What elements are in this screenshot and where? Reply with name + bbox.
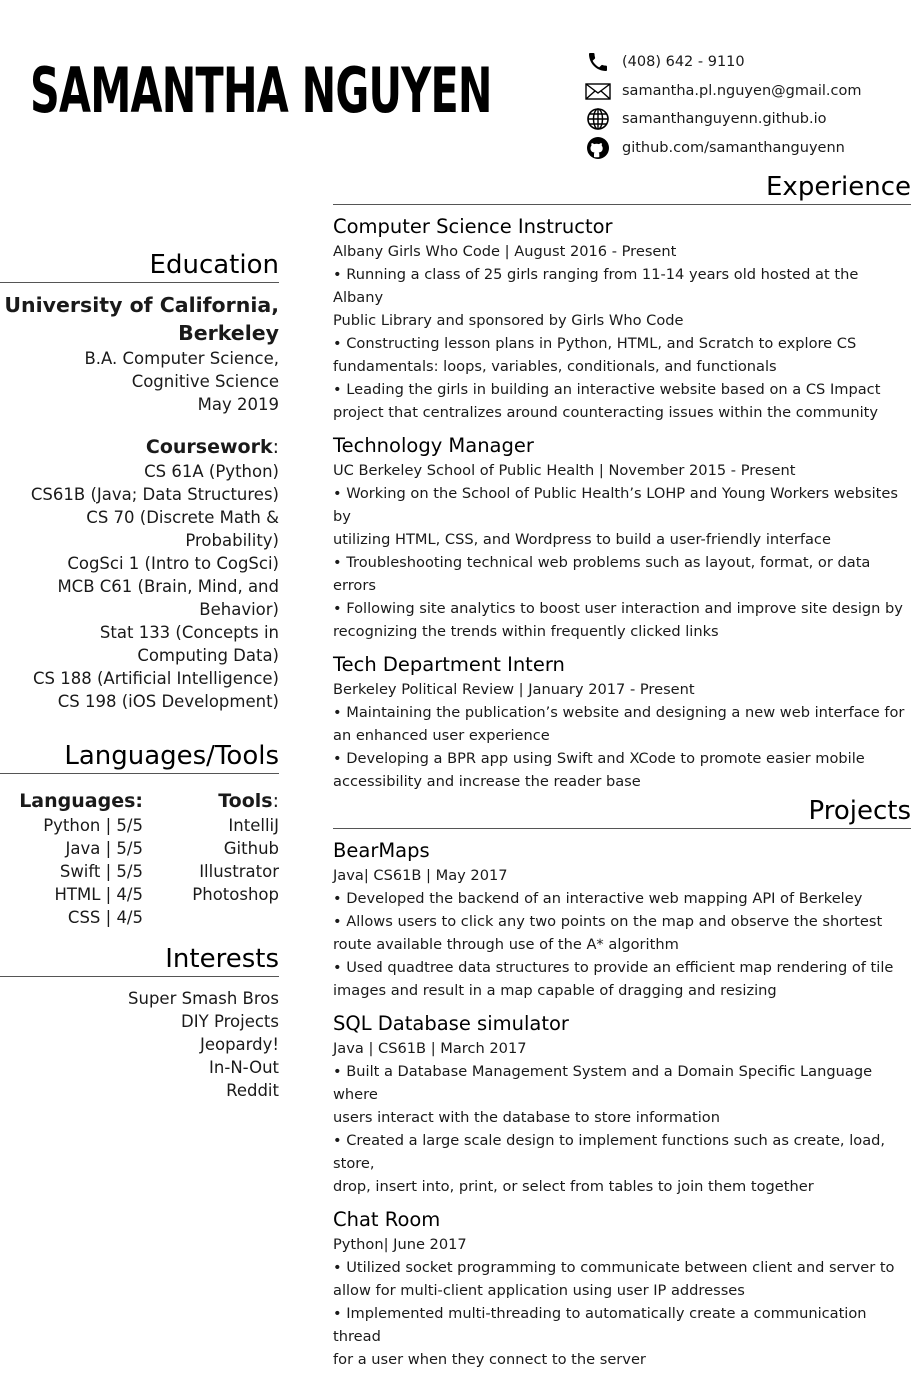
job-line: • Working on the School of Public Health’s LOHP and Young Workers websites by [333, 485, 898, 525]
course-item: Computing Data) [137, 646, 279, 665]
github-link[interactable]: github.com/samanthanguyenn [622, 139, 845, 156]
left-column [0, 250, 279, 1102]
tool-item: Photoshop [192, 885, 279, 904]
course-item: CS 61A (Python) [144, 462, 279, 481]
project-line: drop, insert into, print, or select from tables to join them together [333, 1178, 814, 1195]
project-line: • Utilized socket programming to communicate between client and server to [333, 1259, 895, 1276]
coursework-label: Coursework [145, 436, 273, 458]
project-line: users interact with the database to store information [333, 1109, 720, 1126]
job-line: an enhanced user experience [333, 727, 550, 744]
experience-entry [333, 433, 911, 643]
experience-heading: Experience [333, 172, 911, 205]
job-line: • Following site analytics to boost user interaction and improve site design by [333, 600, 903, 617]
course-item: CS 188 (Artificial Intelligence) [33, 669, 279, 688]
job-line: • Developing a BPR app using Swift and XCode to promote easier mobile [333, 750, 865, 767]
phone-icon [584, 50, 612, 74]
school-name [0, 291, 279, 347]
project-line: • Developed the backend of an interactive web mapping API of Berkeley [333, 890, 863, 907]
job-line: • Maintaining the publication’s website and designing a new web interface for [333, 704, 905, 721]
job-meta: Albany Girls Who Code | August 2016 - Present [333, 243, 677, 260]
languages-label: Languages: [19, 790, 143, 812]
course-item: MCB C61 (Brain, Mind, and [57, 577, 279, 596]
job-line: accessibility and increase the reader base [333, 773, 641, 790]
resume-name: SAMANTHA NGUYEN [30, 54, 492, 127]
project-line: • Implemented multi-threading to automatically create a communication thread [333, 1305, 867, 1345]
email-link[interactable]: samantha.pl.nguyen@gmail.com [622, 82, 862, 99]
coursework-list [0, 460, 279, 713]
contact-phone [584, 48, 861, 77]
project-line: allow for multi-client application using user IP addresses [333, 1282, 745, 1299]
interests-heading: Interests [0, 944, 279, 977]
contact-info [584, 48, 861, 162]
right-column [333, 172, 911, 1376]
course-item: Probability) [185, 531, 279, 550]
degree-line: Cognitive Science [131, 372, 279, 391]
job-title: Tech Department Intern [333, 653, 565, 676]
project-title: BearMaps [333, 839, 430, 862]
job-line: • Troubleshooting technical web problems such as layout, format, or data errors [333, 554, 871, 594]
job-line: Public Library and sponsored by Girls Who Code [333, 312, 684, 329]
school-line: Berkeley [178, 321, 279, 345]
job-line: project that centralizes around counteracting issues within the community [333, 404, 878, 421]
project-title: SQL Database simulator [333, 1012, 569, 1035]
project-entry [333, 838, 911, 1002]
project-line: for a user when they connect to the server [333, 1351, 646, 1368]
education-heading: Education [0, 250, 279, 283]
languages-tools-heading: Languages/Tools [0, 741, 279, 774]
interest-item: Jeopardy! [199, 1035, 279, 1054]
language-item: Swift | 5/5 [59, 862, 143, 881]
job-line: • Leading the girls in building an interactive website based on a CS Impact [333, 381, 881, 398]
job-line: • Running a class of 25 girls ranging from 11-14 years old hosted at the Albany [333, 266, 859, 306]
job-line: fundamentals: loops, variables, conditionals, and functionals [333, 358, 777, 375]
job-meta: Berkeley Political Review | January 2017 - Present [333, 681, 695, 698]
interest-item: DIY Projects [181, 1012, 279, 1031]
interest-item: In-N-Out [209, 1058, 279, 1077]
project-line: images and result in a map capable of dragging and resizing [333, 982, 777, 999]
language-item: CSS | 4/5 [67, 908, 143, 927]
coursework-heading [0, 435, 279, 460]
project-line: route available through use of the A* algorithm [333, 936, 679, 953]
languages-tools-block [0, 789, 279, 929]
course-item: Stat 133 (Concepts in [99, 623, 279, 642]
phone-text: (408) 642 - 9110 [622, 54, 745, 71]
project-meta: Java | CS61B | March 2017 [333, 1040, 527, 1057]
degree-line: B.A. Computer Science, [84, 349, 279, 368]
languages-column [0, 789, 143, 929]
experience-entry [333, 652, 911, 793]
course-item: CogSci 1 (Intro to CogSci) [67, 554, 279, 573]
tools-heading [143, 789, 279, 814]
project-line: • Allows users to click any two points on the map and observe the shortest [333, 913, 883, 930]
tools-colon: : [272, 790, 279, 812]
tools-label: Tools [218, 790, 273, 812]
project-meta: Python| June 2017 [333, 1236, 467, 1253]
projects-heading: Projects [333, 796, 911, 829]
course-item: Behavior) [199, 600, 279, 619]
job-line: utilizing HTML, CSS, and Wordpress to build a user-friendly interface [333, 531, 831, 548]
job-line: recognizing the trends within frequently clicked links [333, 623, 719, 640]
contact-website [584, 105, 861, 134]
project-line: • Created a large scale design to implement functions such as create, load, store, [333, 1132, 886, 1172]
school-line: University of California, [4, 293, 279, 317]
project-entry [333, 1011, 911, 1198]
graduation-date: May 2019 [197, 395, 279, 414]
interest-item: Super Smash Bros [128, 989, 279, 1008]
language-item: HTML | 4/5 [54, 885, 143, 904]
website-link[interactable]: samanthanguyenn.github.io [622, 111, 827, 128]
language-item: Java | 5/5 [65, 839, 143, 858]
job-meta: UC Berkeley School of Public Health | November 2015 - Present [333, 462, 796, 479]
contact-github [584, 134, 861, 163]
job-line: • Constructing lesson plans in Python, HTML, and Scratch to explore CS [333, 335, 857, 352]
course-item: CS 198 (iOS Development) [57, 692, 279, 711]
tool-item: IntelliJ [228, 816, 279, 835]
github-icon [584, 136, 612, 160]
course-item: CS61B (Java; Data Structures) [30, 485, 279, 504]
tools-column [143, 789, 279, 929]
experience-entry [333, 214, 911, 424]
tool-item: Github [223, 839, 279, 858]
coursework-colon: : [272, 436, 279, 458]
project-line: • Built a Database Management System and a Domain Specific Language where [333, 1063, 873, 1103]
project-line: • Used quadtree data structures to provide an efficient map rendering of tile [333, 959, 894, 976]
contact-email [584, 77, 861, 106]
envelope-icon [584, 79, 612, 103]
job-title: Technology Manager [333, 434, 534, 457]
project-entry [333, 1207, 911, 1371]
language-item: Python | 5/5 [43, 816, 143, 835]
project-title: Chat Room [333, 1208, 441, 1231]
globe-icon [584, 107, 612, 131]
interests-list [0, 987, 279, 1102]
course-item: CS 70 (Discrete Math & [86, 508, 279, 527]
job-title: Computer Science Instructor [333, 215, 613, 238]
project-meta: Java| CS61B | May 2017 [333, 867, 508, 884]
interest-item: Reddit [226, 1081, 279, 1100]
tool-item: Illustrator [199, 862, 279, 881]
